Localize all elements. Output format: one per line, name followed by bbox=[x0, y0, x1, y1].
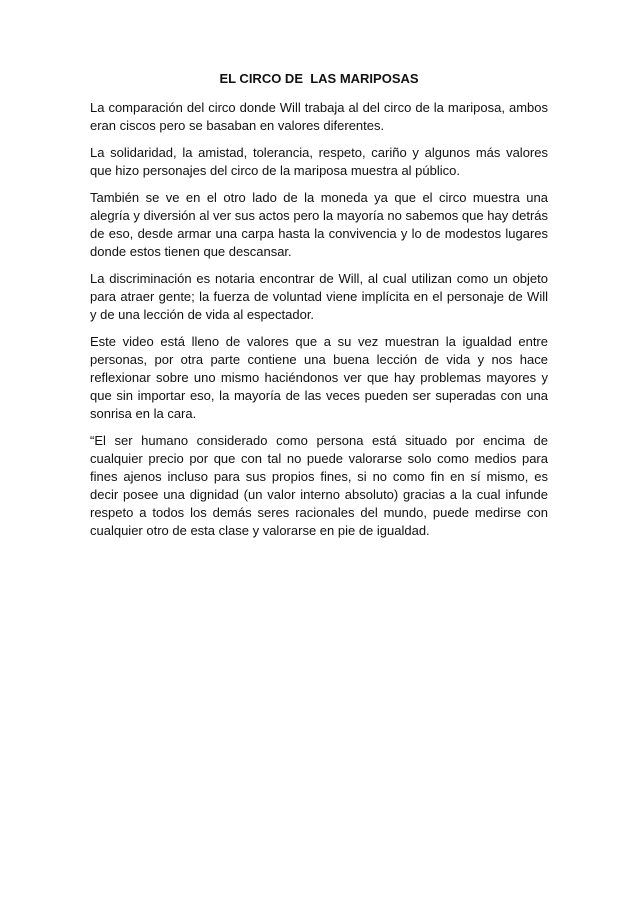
paragraph-3: También se ve en el otro lado de la moneda ya que el circo muestra una alegría y diversión al ver sus actos pero la mayoría no sabemos que hay detrás de eso, desde armar una carpa hasta la convivencia y lo de modestos lugares donde estos tienen que descansar. bbox=[90, 190, 548, 259]
paragraph-5: Este video está lleno de valores que a su vez muestran la igualdad entre personas, por otra parte contiene una buena lección de vida y nos hace reflexionar sobre uno mismo haciéndonos ver que hay problemas mayores y que sin importar eso, la mayoría de las veces pueden ser superadas con una sonrisa en la cara. bbox=[90, 334, 548, 421]
paragraph-2: La solidaridad, la amistad, tolerancia, respeto, cariño y algunos más valores que hizo personajes del circo de la mariposa muestra al público. bbox=[90, 145, 548, 178]
document-title: EL CIRCO DE LAS MARIPOSAS bbox=[219, 71, 419, 86]
paragraph-1: La comparación del circo donde Will trabaja al del circo de la mariposa, ambos eran ciscos pero se basaban en valores diferentes. bbox=[90, 100, 548, 133]
paragraph-6: “El ser humano considerado como persona está situado por encima de cualquier precio por que con tal no puede valorarse solo como medios para fines ajenos incluso para sus propios fines, si no como fin en sí mismo, es decir posee una dignidad (un valor interno absoluto) gracias a la cual infunde respeto a todos los demás seres racionales del mundo, puede medirse con cualquier otro de esta clase y valorarse en pie de igualdad. bbox=[90, 433, 548, 538]
document-body bbox=[90, 70, 548, 549]
paragraph-4: La discriminación es notaria encontrar de Will, al cual utilizan como un objeto para atraer gente; la fuerza de voluntad viene implícita en el personaje de Will y de una lección de vida al espectador. bbox=[90, 271, 548, 322]
